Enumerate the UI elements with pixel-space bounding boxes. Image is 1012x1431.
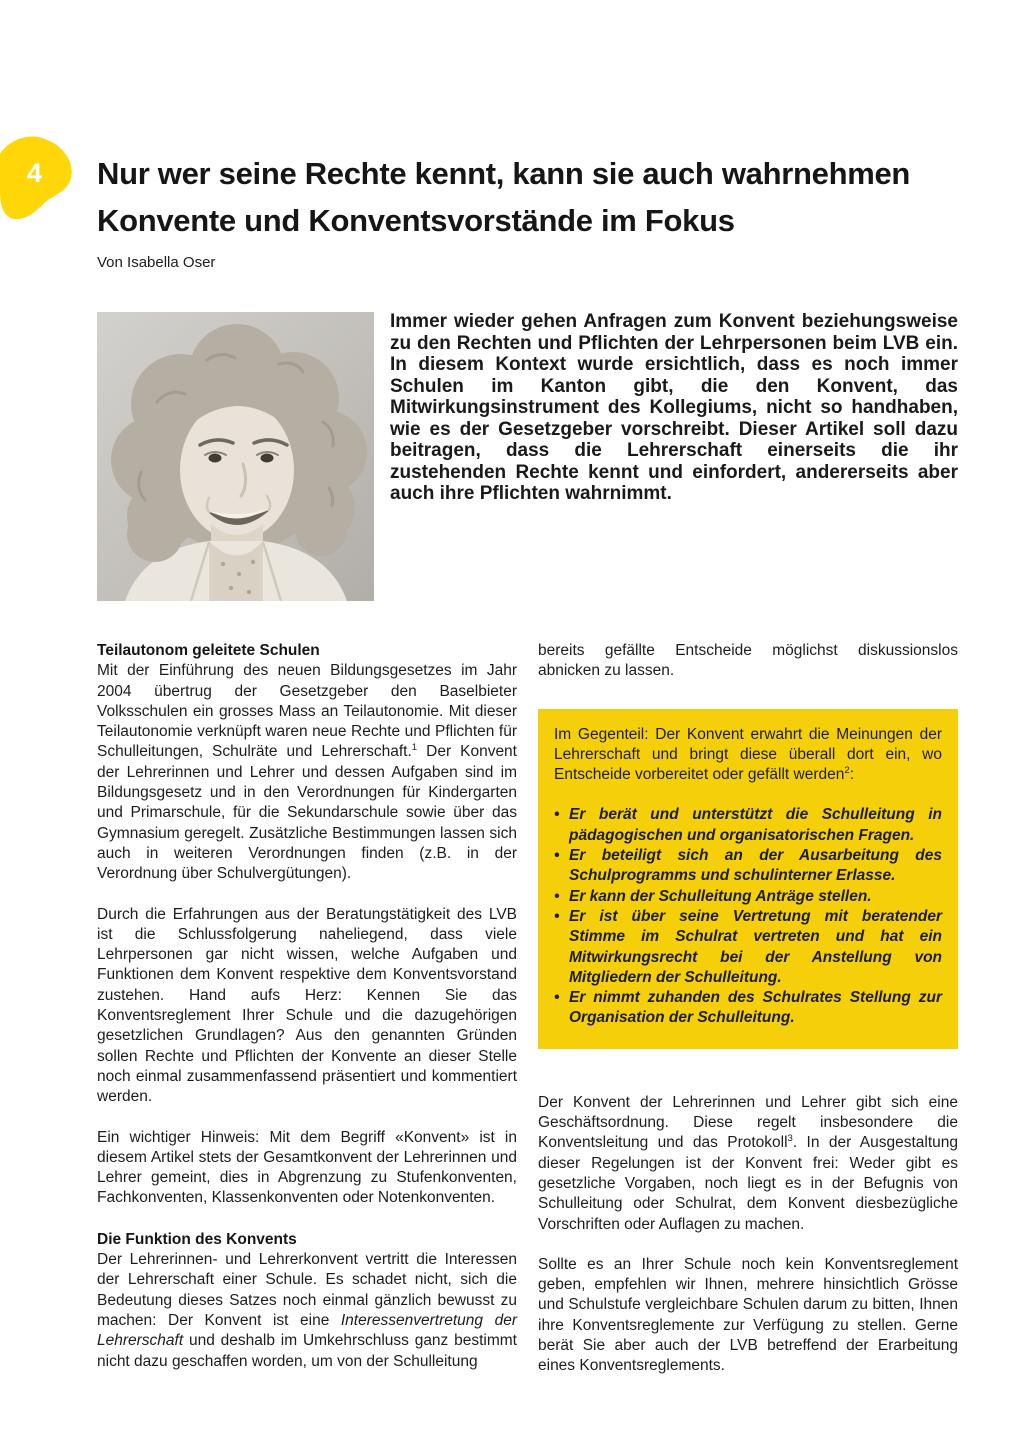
paragraph: Sollte es an Ihrer Schule noch kein Konventsreglement geben, empfehlen wir Ihnen, mehrere hinsichtlich Grösse und Schulstufe vergleichbare Schulen darum zu bitten, Ihnen ihre Konventsreglemente zur Verfügung zu stellen. Gerne berät Sie aber auch der LVB betreffend der Erarbeitung eines Konventsreglements.	[538, 1255, 958, 1375]
page-number-badge	[0, 136, 76, 224]
page-number: 4	[27, 158, 43, 188]
text-segment: Interessenvertretung der Lehrerschaft	[97, 1311, 517, 1350]
paragraph: Durch die Erfahrungen aus der Beratungstätigkeit des LVB ist die Schlussfolgerung naheliegend, dass viele Lehrpersonen gar nicht wissen, welche Aufgaben und Funktionen dem Konvent respektive dem Konventsvorstand zustehen. Hand aufs Herz: Kennen Sie das Konventsreglement Ihrer Schule und die dazugehörigen gesetzlichen Grundlagen? Aus den genannten Gründen sollen Rechte und Pflichten der Konvente an dieser Stelle noch einmal zusammenfassend präsentiert und kommentiert werden.	[97, 905, 517, 1106]
text-segment: Der Konvent der Lehrerinnen und Lehrer und dessen Aufgaben sind im Bildungsgesetz und in den Verordnungen für Kindergarten und Primarschule, für die Sekundarschule sowie über das Gymnasium geregelt. Zusätzliche Bestimmungen lassen sich auch in weiteren Verordnungen finden (z.B. in der Verordnung über Schulvergütungen).	[97, 743, 517, 883]
text-segment: . In der Ausgestaltung dieser Regelungen ist der Konvent frei: Weder gibt es gesetzliche Vorgaben, noch liegt es in der Befugnis von Schulleitung oder Schulrat, dem Konvent diesbezügliche Vorschriften oder Auflagen zu machen.	[538, 1134, 958, 1233]
article-title-line1: Nur wer seine Rechte kennt, kann sie auch wahrnehmen	[97, 156, 911, 191]
article-title	[97, 150, 977, 244]
text-segment: und deshalb im Umkehrschluss ganz bestimmt nicht dazu geschaffen worden, um von der Schulleitung	[97, 1332, 517, 1370]
highlight-box-intro	[554, 725, 942, 786]
bullet-item: • Er ist über seine Vertretung mit beratender Stimme im Schulrat vertreten und hat ein Mitwirkungsrecht bei der Anstellung von Mitgliedern der Schulleitung.	[554, 907, 942, 988]
bullet-item: • Er nimmt zuhanden des Schulrates Stellung zur Organisation der Schulleitung.	[554, 988, 942, 1029]
left-column	[97, 641, 517, 1392]
text-segment: Der Lehrerinnen- und Lehrerkonvent vertritt die Interessen der Lehrerschaft einer Schule. Es schadet nicht, sich die Bedeutung dieses Satzes noch einmal gänzlich bewusst zu machen: Der Konvent ist eine	[97, 1251, 517, 1329]
author-photo	[97, 312, 374, 601]
text-segment: Mit der Einführung des neuen Bildungsgesetzes im Jahr 2004 übertrug der Gesetzgeber den Baselbieter Volksschulen ein grosses Mass an Teilautonomie. Mit dieser Teilautonomie verknüpft waren neue Rechte und Pflichten für Schulleitungen, Schulräte und Lehrerschaft.	[97, 662, 517, 761]
bullet-item: • Er kann der Schulleitung Anträge stellen.	[554, 887, 942, 907]
bullet-list	[554, 805, 942, 1028]
text-segment: Der Konvent der Lehrerinnen und Lehrer gibt sich eine Geschäftsordnung. Diese regelt insbesondere die Konventsleitung und das Protokoll	[538, 1093, 958, 1152]
footnote-marker: 1	[411, 742, 418, 754]
text-segment: :	[849, 766, 855, 784]
paragraph	[538, 1093, 958, 1235]
text-segment: Im Gegenteil: Der Konvent erwahrt die Meinungen der Lehrerschaft und bringt diese überall dort ein, wo Entscheide vorbereitet oder gefällt werden	[554, 725, 942, 784]
lead-paragraph: Immer wieder gehen Anfragen zum Konvent beziehungsweise zu den Rechten und Pflichten der Lehrpersonen beim LVB ein. In diesem Kontext wurde ersichtlich, dass es noch immer Schulen im Kanton gibt, die den Konvent, das Mitwirkungsinstrument des Kollegiums, nicht so handhaben, wie es der Gesetzgeber vorschreibt. Dieser Artikel soll dazu beitragen, dass die Lehrerschaft einerseits die ihr zustehenden Rechte kennt und einfordert, andererseits aber auch ihre Pflichten wahrnimmt.	[390, 311, 958, 504]
bullet-item: • Er beteiligt sich an der Ausarbeitung des Schulprogramms und schulinterner Erlasse.	[554, 846, 942, 887]
portrait-image	[97, 312, 374, 601]
article-subtitle: Konvente und Konventsvorstände im Fokus	[97, 203, 735, 238]
highlight-box	[538, 709, 958, 1049]
paragraph-continuation: bereits gefällte Entscheide möglichst diskussionslos abnicken zu lassen.	[538, 642, 958, 680]
paragraph: Ein wichtiger Hinweis: Mit dem Begriff «Konvent» ist in diesem Artikel stets der Gesamtkonvent der Lehrerinnen und Lehrer gemeint, dies in Abgrenzung zu Stufenkonventen, Fachkonventen, Klassenkonventen oder Notenkonventen.	[97, 1128, 517, 1207]
bullet-item: • Er berät und unterstützt die Schulleitung in pädagogischen und organisatorischen Fragen.	[554, 805, 942, 846]
section-heading-teilautonom: Teilautonom geleitete Schulen	[97, 642, 320, 659]
section-heading-funktion: Die Funktion des Konvents	[97, 1230, 297, 1248]
byline: Von Isabella Oser	[97, 254, 216, 271]
paragraph	[97, 1250, 517, 1372]
footnote-marker: 2	[844, 765, 850, 777]
right-column	[538, 641, 958, 1377]
footnote-marker: 3	[787, 1133, 793, 1145]
paragraph	[97, 661, 517, 884]
